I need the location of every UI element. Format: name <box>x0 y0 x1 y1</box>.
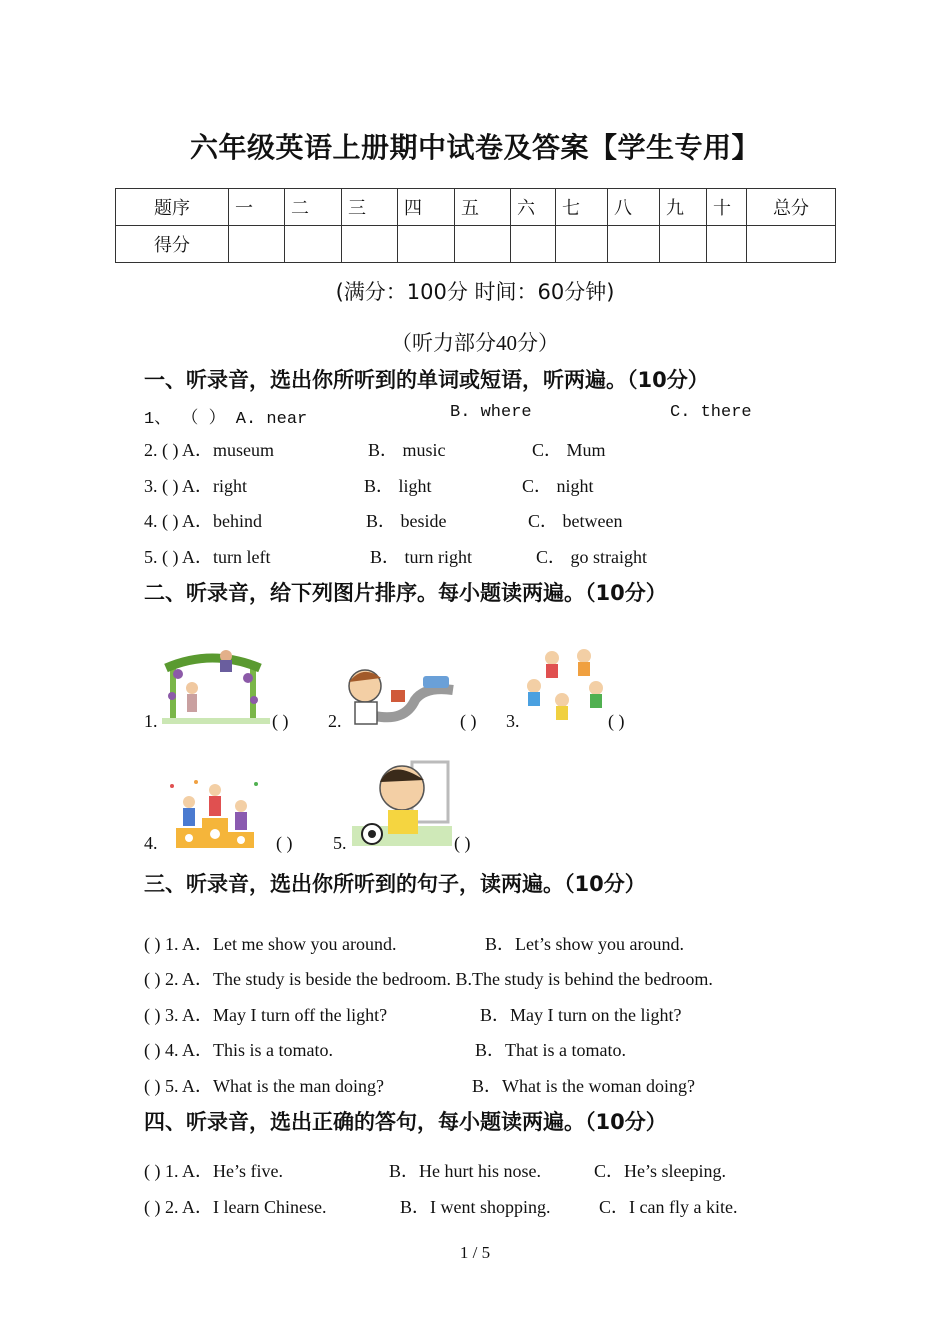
s2-blank-1[interactable]: ( ) <box>272 711 289 731</box>
s1-q3-b: B． light <box>364 476 432 496</box>
s2-blank-3[interactable]: ( ) <box>608 711 625 731</box>
s1-q1-b: B. where <box>450 403 532 422</box>
section-2-heading: 二、听录音，给下列图片排序。每小题读两遍。（10分） <box>144 581 667 605</box>
s3-q1-b: B．Let’s show you around. <box>485 934 684 954</box>
score-cell[interactable] <box>608 226 660 263</box>
score-cell[interactable] <box>707 226 747 263</box>
score-header-cell: 二 <box>285 189 342 226</box>
s3-q5-a: ( ) 5. A．What is the man doing? <box>144 1076 384 1096</box>
score-cell[interactable] <box>229 226 285 263</box>
s2-label-2: 2. <box>328 711 342 731</box>
garden-arch-picture <box>162 644 270 728</box>
score-cell[interactable] <box>660 226 707 263</box>
score-cell[interactable] <box>455 226 511 263</box>
score-header-cell: 总分 <box>747 189 836 226</box>
s3-q4-a: ( ) 4. A．This is a tomato. <box>144 1040 333 1060</box>
s1-q4-b: B． beside <box>366 511 447 531</box>
score-header-cell: 八 <box>608 189 660 226</box>
s2-blank-4[interactable]: ( ) <box>276 833 293 853</box>
s1-q2-b: B． music <box>368 440 446 460</box>
s1-q3-a: 3. ( ) A．right <box>144 476 247 496</box>
page-title: 六年级英语上册期中试卷及答案【学生专用】 <box>189 131 760 164</box>
s3-q3-b: B．May I turn on the light? <box>480 1005 682 1025</box>
score-header-cell: 五 <box>455 189 511 226</box>
s2-label-1: 1. <box>144 711 158 731</box>
score-header-cell: 七 <box>556 189 608 226</box>
score-header-cell: 四 <box>398 189 455 226</box>
exam-meta: (满分：100分 时间：60分钟) <box>335 280 615 304</box>
s2-label-3: 3. <box>506 711 520 731</box>
score-header-cell: 题序 <box>116 189 229 226</box>
score-cell[interactable] <box>747 226 836 263</box>
score-header-cell: 九 <box>660 189 707 226</box>
score-header-cell: 六 <box>511 189 556 226</box>
score-table-score-row <box>116 226 836 263</box>
score-cell[interactable] <box>285 226 342 263</box>
s2-label-4: 4. <box>144 833 158 853</box>
s1-q1-c: C. there <box>670 403 752 422</box>
s4-q1-b: B．He hurt his nose. <box>389 1161 541 1181</box>
boy-with-road-map-picture <box>345 660 457 732</box>
s1-q4-a: 4. ( ) A．behind <box>144 511 262 531</box>
podium-winners-picture <box>166 776 264 850</box>
s4-q2-c: C．I can fly a kite. <box>599 1197 738 1217</box>
hurt-boy-with-football-picture <box>352 756 452 848</box>
s3-q3-a: ( ) 3. A．May I turn off the light? <box>144 1005 388 1025</box>
score-header-cell: 一 <box>229 189 285 226</box>
s1-q2-a: 2. ( ) A．museum <box>144 440 274 460</box>
score-row-label: 得分 <box>116 226 229 263</box>
s1-q2-c: C． Mum <box>532 440 606 460</box>
score-header-cell: 十 <box>707 189 747 226</box>
s3-q5-b: B．What is the woman doing? <box>472 1076 695 1096</box>
s1-q5-c: C． go straight <box>536 547 647 567</box>
score-table <box>115 188 836 263</box>
s2-blank-2[interactable]: ( ) <box>460 711 477 731</box>
score-cell[interactable] <box>342 226 398 263</box>
page-number: 1 / 5 <box>459 1243 491 1262</box>
s1-q1-a: 1、 （ ） A. near <box>144 410 308 429</box>
score-cell[interactable] <box>398 226 455 263</box>
s4-q2-b: B．I went shopping. <box>400 1197 551 1217</box>
s1-q5-a: 5. ( ) A．turn left <box>144 547 271 567</box>
score-cell[interactable] <box>556 226 608 263</box>
kids-playing-circle-picture <box>522 644 612 724</box>
s3-q1-a: ( ) 1. A．Let me show you around. <box>144 934 397 954</box>
section-1-heading: 一、听录音，选出你所听到的单词或短语，听两遍。（10分） <box>144 368 709 392</box>
s3-q4-b: B．That is a tomato. <box>475 1040 626 1060</box>
s1-q4-c: C． between <box>528 511 623 531</box>
s2-label-5: 5. <box>333 833 347 853</box>
score-header-cell: 三 <box>342 189 398 226</box>
s1-q5-b: B． turn right <box>370 547 472 567</box>
section-4-heading: 四、听录音，选出正确的答句，每小题读两遍。（10分） <box>144 1110 667 1134</box>
s4-q2-a: ( ) 2. A．I learn Chinese. <box>144 1197 327 1217</box>
section-3-heading: 三、听录音，选出你所听到的句子，读两遍。（10分） <box>144 872 646 896</box>
s2-blank-5[interactable]: ( ) <box>454 833 471 853</box>
s3-q2-a: ( ) 2. A．The study is beside the bedroom. B.The study is behind the bedroom. <box>144 969 713 989</box>
listening-label: （听力部分40分） <box>391 331 559 355</box>
score-cell[interactable] <box>511 226 556 263</box>
s1-q3-c: C． night <box>522 476 594 496</box>
score-table-header-row <box>116 189 836 226</box>
s4-q1-a: ( ) 1. A．He’s five. <box>144 1161 283 1181</box>
s4-q1-c: C．He’s sleeping. <box>594 1161 726 1181</box>
